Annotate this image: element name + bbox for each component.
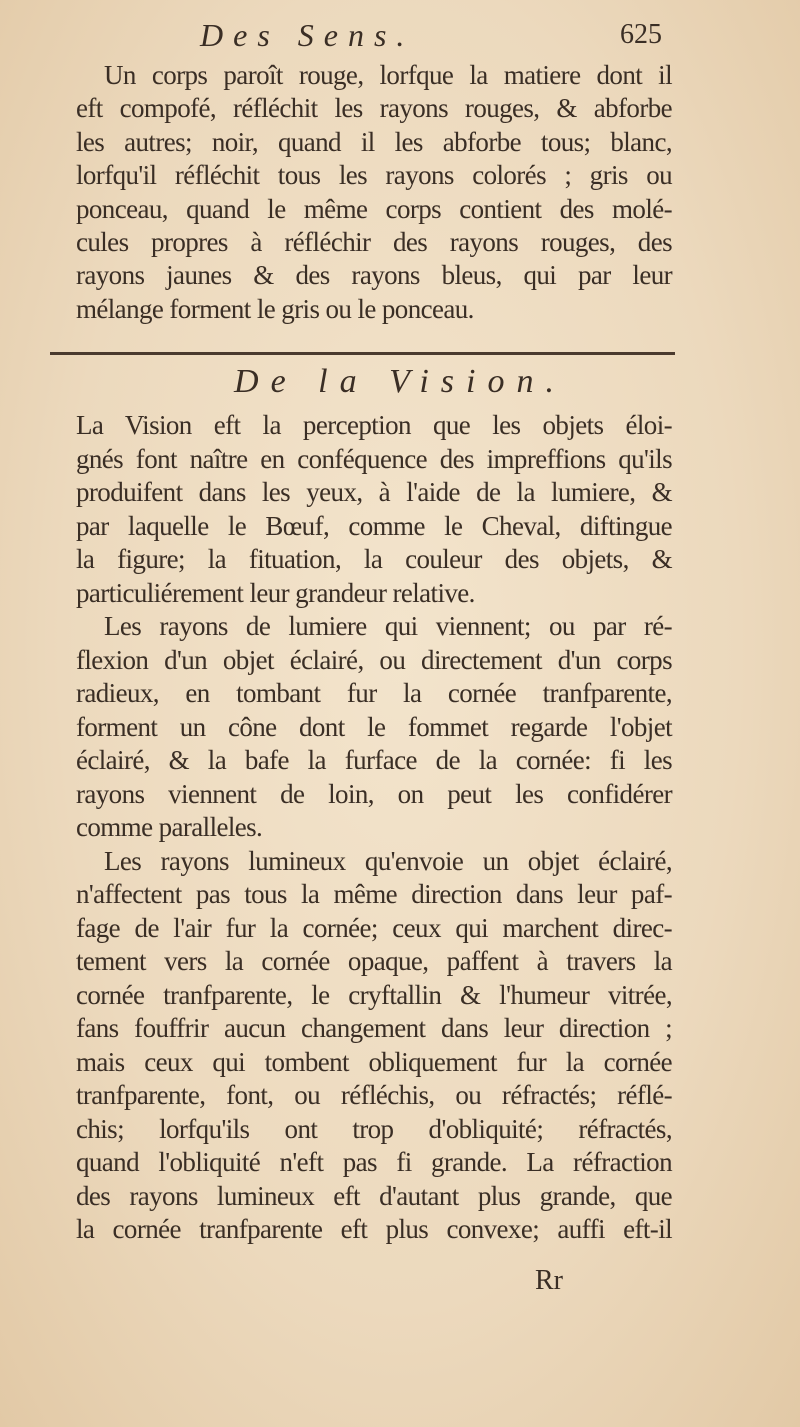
section-divider	[50, 352, 675, 355]
running-title: Des Sens.	[200, 17, 415, 53]
text-line: rayons jaunes & des rayons bleus, qui par leur	[76, 260, 672, 291]
text-line: la figure; la fituation, la couleur des objets, &	[76, 544, 672, 574]
text-line: Les rayons lumineux qu'envoie un objet éclairé,	[104, 845, 672, 876]
text-line: cornée tranfparente, le cryftallin & l'humeur vitrée,	[76, 979, 672, 1010]
text-line: forment un cône dont le fommet regarde l'objet	[76, 711, 672, 742]
text-line: flexion d'un objet éclairé, ou directement d'un corps	[76, 644, 672, 675]
text-line: La Vision eft la perception que les objets éloi-	[76, 410, 672, 440]
text-line: fage de l'air fur la cornée; ceux qui marchent direc-	[76, 912, 672, 943]
text-line: tement vers la cornée opaque, paffent à travers la	[76, 946, 672, 976]
text-line: éclairé, & la bafe la furface de la cornée: fi les	[76, 745, 672, 775]
text-line: produifent dans les yeux, à l'aide de la lumiere, &	[76, 477, 672, 507]
text-line: ponceau, quand le même corps contient des molé-	[76, 193, 672, 224]
text-line: fans fouffrir aucun changement dans leur direction ;	[76, 1013, 672, 1043]
text-line: tranfparente, font, ou réfléchis, ou réfractés; réflé-	[76, 1080, 672, 1110]
text-line: la cornée tranfparente eft plus convexe; auffi eft-il	[76, 1214, 672, 1244]
text-line: eft compofé, réfléchit les rayons rouges, & abforbe	[76, 93, 672, 124]
text-line: mélange forment le gris ou le ponceau.	[76, 293, 474, 324]
text-line: par laquelle le Bœuf, comme le Cheval, diftingue	[76, 510, 672, 541]
text-line: les autres; noir, quand il les abforbe tous; blanc,	[76, 126, 672, 157]
section-title: De la Vision.	[234, 363, 566, 400]
text-line: lorfqu'il réfléchit tous les rayons colorés ; gris ou	[76, 160, 672, 191]
text-line: chis; lorfqu'ils ont trop d'obliquité; réfractés,	[76, 1113, 672, 1144]
page-number: 625	[620, 19, 662, 50]
text-line: des rayons lumineux eft d'autant plus grande, que	[76, 1180, 672, 1211]
text-line: cules propres à réfléchir des rayons rouges, des	[76, 227, 672, 257]
text-line: Les rayons de lumiere qui viennent; ou par ré-	[104, 611, 672, 641]
text-line: gnés font naître en conféquence des impreffions qu'ils	[76, 443, 672, 474]
text-line: particuliérement leur grandeur relative.	[76, 577, 475, 608]
signature-mark: Rr	[535, 1265, 563, 1296]
text-line: comme paralleles.	[76, 812, 263, 842]
text-line: n'affectent pas tous la même direction dans leur paf-	[76, 879, 672, 909]
text-line: Un corps paroît rouge, lorfque la matiere dont il	[104, 60, 672, 90]
text-line: radieux, en tombant fur la cornée tranfparente,	[76, 678, 672, 708]
text-line: rayons viennent de loin, on peut les confidérer	[76, 778, 672, 809]
text-line: quand l'obliquité n'eft pas fi grande. La réfraction	[76, 1147, 672, 1177]
text-line: mais ceux qui tombent obliquement fur la cornée	[76, 1046, 672, 1077]
